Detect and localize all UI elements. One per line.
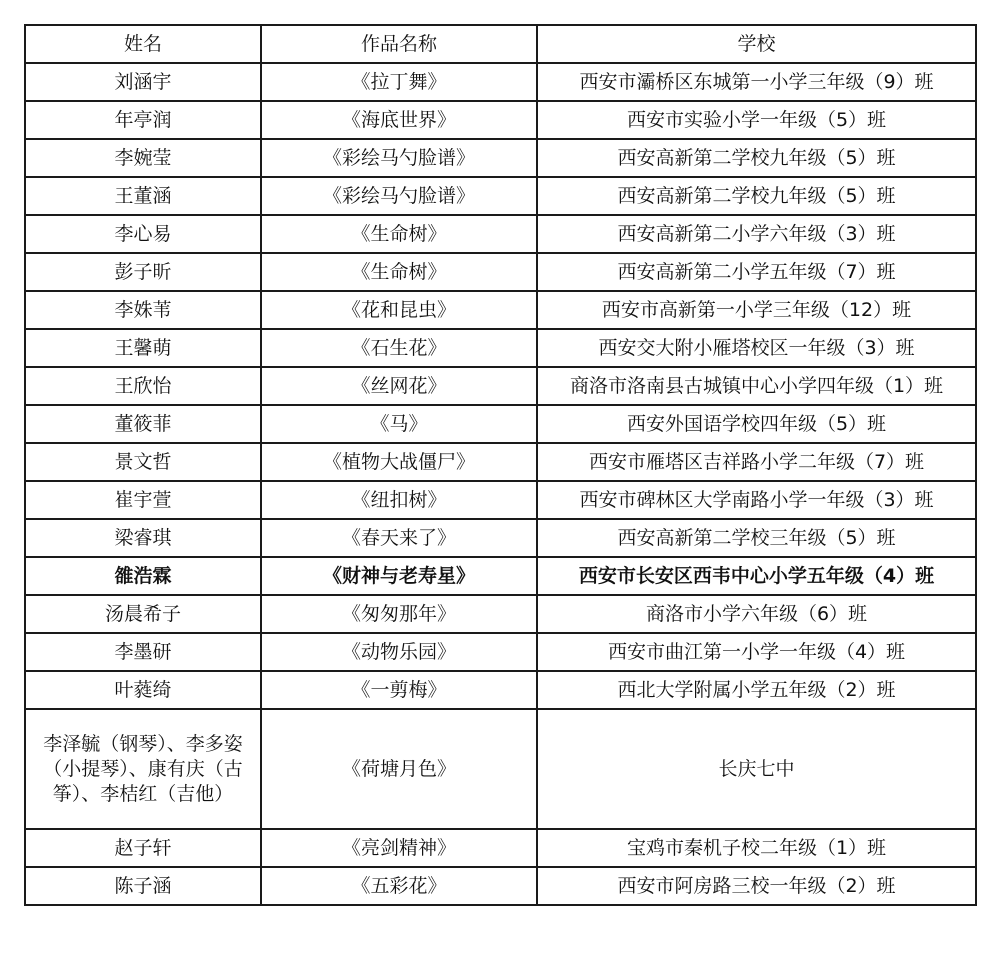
table-row bbox=[25, 253, 976, 291]
table-row bbox=[25, 329, 976, 367]
header-work: 作品名称 bbox=[261, 25, 537, 63]
school-cell: 西北大学附属小学五年级（2）班 bbox=[537, 671, 976, 709]
header-school: 学校 bbox=[537, 25, 976, 63]
name-cell: 王馨萌 bbox=[25, 329, 261, 367]
name-cell: 叶蕤绮 bbox=[25, 671, 261, 709]
name-cell: 赵子轩 bbox=[25, 829, 261, 867]
name-cell: 陈子涵 bbox=[25, 867, 261, 905]
work-cell: 《财神与老寿星》 bbox=[261, 557, 537, 595]
work-cell: 《春天来了》 bbox=[261, 519, 537, 557]
school-cell: 西安高新第二小学六年级（3）班 bbox=[537, 215, 976, 253]
work-cell: 《丝网花》 bbox=[261, 367, 537, 405]
school-cell: 西安高新第二学校九年级（5）班 bbox=[537, 139, 976, 177]
work-cell: 《生命树》 bbox=[261, 215, 537, 253]
table-row bbox=[25, 215, 976, 253]
participants-table-container bbox=[24, 24, 977, 906]
table-row bbox=[25, 63, 976, 101]
table-row bbox=[25, 519, 976, 557]
school-cell: 西安高新第二小学五年级（7）班 bbox=[537, 253, 976, 291]
table-row bbox=[25, 405, 976, 443]
work-cell: 《亮剑精神》 bbox=[261, 829, 537, 867]
name-cell: 刘涵宇 bbox=[25, 63, 261, 101]
school-cell: 西安外国语学校四年级（5）班 bbox=[537, 405, 976, 443]
work-cell: 《纽扣树》 bbox=[261, 481, 537, 519]
school-cell: 西安市阿房路三校一年级（2）班 bbox=[537, 867, 976, 905]
table-row bbox=[25, 557, 976, 595]
name-cell: 李姝苇 bbox=[25, 291, 261, 329]
participants-table bbox=[24, 24, 977, 906]
name-cell: 王欣怡 bbox=[25, 367, 261, 405]
school-cell: 商洛市洛南县古城镇中心小学四年级（1）班 bbox=[537, 367, 976, 405]
work-cell: 《动物乐园》 bbox=[261, 633, 537, 671]
school-cell: 长庆七中 bbox=[537, 709, 976, 829]
school-cell: 西安市曲江第一小学一年级（4）班 bbox=[537, 633, 976, 671]
work-cell: 《生命树》 bbox=[261, 253, 537, 291]
name-cell: 李婉莹 bbox=[25, 139, 261, 177]
school-cell: 西安市实验小学一年级（5）班 bbox=[537, 101, 976, 139]
table-row bbox=[25, 443, 976, 481]
name-cell: 汤晨希子 bbox=[25, 595, 261, 633]
name-cell: 彭子昕 bbox=[25, 253, 261, 291]
table-row bbox=[25, 595, 976, 633]
table-row bbox=[25, 177, 976, 215]
name-cell: 景文哲 bbox=[25, 443, 261, 481]
name-cell: 年亭润 bbox=[25, 101, 261, 139]
work-cell: 《海底世界》 bbox=[261, 101, 537, 139]
table-header-row bbox=[25, 25, 976, 63]
work-cell: 《彩绘马勺脸谱》 bbox=[261, 139, 537, 177]
name-cell: 梁睿琪 bbox=[25, 519, 261, 557]
name-cell: 董筱菲 bbox=[25, 405, 261, 443]
name-cell: 李泽毓（钢琴）、李多姿（小提琴）、康有庆（古筝）、李桔红（吉他） bbox=[25, 709, 261, 829]
table-row bbox=[25, 709, 976, 829]
name-cell: 李心易 bbox=[25, 215, 261, 253]
name-cell: 李墨研 bbox=[25, 633, 261, 671]
work-cell: 《彩绘马勺脸谱》 bbox=[261, 177, 537, 215]
work-cell: 《马》 bbox=[261, 405, 537, 443]
school-cell: 西安高新第二学校九年级（5）班 bbox=[537, 177, 976, 215]
work-cell: 《荷塘月色》 bbox=[261, 709, 537, 829]
work-cell: 《石生花》 bbox=[261, 329, 537, 367]
school-cell: 西安高新第二学校三年级（5）班 bbox=[537, 519, 976, 557]
table-row bbox=[25, 367, 976, 405]
work-cell: 《植物大战僵尸》 bbox=[261, 443, 537, 481]
work-cell: 《花和昆虫》 bbox=[261, 291, 537, 329]
table-row bbox=[25, 867, 976, 905]
header-name: 姓名 bbox=[25, 25, 261, 63]
school-cell: 西安市高新第一小学三年级（12）班 bbox=[537, 291, 976, 329]
school-cell: 西安市灞桥区东城第一小学三年级（9）班 bbox=[537, 63, 976, 101]
name-cell: 王董涵 bbox=[25, 177, 261, 215]
table-row bbox=[25, 481, 976, 519]
school-cell: 西安交大附小雁塔校区一年级（3）班 bbox=[537, 329, 976, 367]
school-cell: 商洛市小学六年级（6）班 bbox=[537, 595, 976, 633]
school-cell: 西安市长安区西韦中心小学五年级（4）班 bbox=[537, 557, 976, 595]
school-cell: 宝鸡市秦机子校二年级（1）班 bbox=[537, 829, 976, 867]
school-cell: 西安市雁塔区吉祥路小学二年级（7）班 bbox=[537, 443, 976, 481]
work-cell: 《五彩花》 bbox=[261, 867, 537, 905]
work-cell: 《匆匆那年》 bbox=[261, 595, 537, 633]
table-row bbox=[25, 671, 976, 709]
work-cell: 《一剪梅》 bbox=[261, 671, 537, 709]
table-row bbox=[25, 139, 976, 177]
name-cell: 雒浩霖 bbox=[25, 557, 261, 595]
table-row bbox=[25, 633, 976, 671]
name-cell: 崔宇萱 bbox=[25, 481, 261, 519]
school-cell: 西安市碑林区大学南路小学一年级（3）班 bbox=[537, 481, 976, 519]
work-cell: 《拉丁舞》 bbox=[261, 63, 537, 101]
table-row bbox=[25, 101, 976, 139]
table-row bbox=[25, 829, 976, 867]
table-row bbox=[25, 291, 976, 329]
